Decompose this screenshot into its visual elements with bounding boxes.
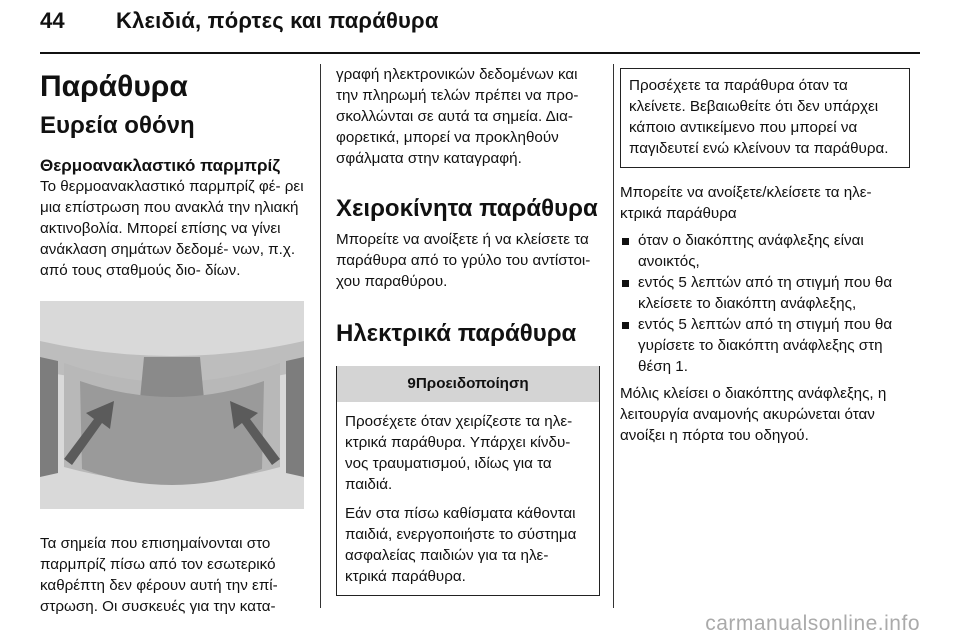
page-header bbox=[40, 8, 439, 34]
body-paragraph: Τα σημεία που επισημαίνονται στο παρμπρίζ πίσω από τον εσωτερικό καθρέπτη δεν φέρουν αυτή την επί‑ στρωση. Οι συσκευές για την κατα‑ bbox=[40, 535, 278, 615]
chapter-title: Κλειδιά, πόρτες και παράθυρα bbox=[116, 8, 439, 33]
subsection-title: Ευρεία οθόνη bbox=[40, 112, 195, 139]
list-item: όταν ο διακόπτης ανάφλεξης είναι ανοικτός, bbox=[620, 230, 910, 272]
warning-paragraph: Προσέχετε όταν χειρίζεστε τα ηλε‑ κτρικά παράθυρα. Υπάρχει κίνδυ‑ νος τραυματισμού, ιδίως για τα παιδιά. bbox=[345, 413, 573, 493]
caution-box bbox=[620, 68, 910, 168]
column-divider bbox=[613, 64, 614, 608]
windscreen-mirror-illustration bbox=[40, 301, 304, 509]
list-item: εντός 5 λεπτών από τη στιγμή που θα κλείσετε το διακόπτη ανάφλεξης, bbox=[620, 272, 910, 314]
section-title: Παράθυρα bbox=[40, 70, 188, 103]
watermark: carmanualsonline.info bbox=[705, 612, 920, 635]
column-2 bbox=[336, 64, 600, 596]
mirror-diagram bbox=[40, 301, 304, 509]
body-paragraph: Μπορείτε να ανοίξετε ή να κλείσετε τα παράθυρα από το γρύλο του αντίστοι‑ χου παραθύρου. bbox=[336, 231, 591, 290]
body-paragraph: γραφή ηλεκτρονικών δεδομένων και την πληρωμή τελών πρέπει να προ‑ σκολλώνται σε αυτά τα σημεία. Δια‑ φορετικά, μπορεί να προκληθούν σφάλματα στην καταγραφή. bbox=[336, 66, 579, 167]
warning-header bbox=[337, 366, 599, 402]
column-3 bbox=[620, 64, 910, 446]
column-1 bbox=[40, 64, 305, 617]
electric-windows-title: Ηλεκτρικά παράθυρα bbox=[336, 320, 577, 347]
page-number: 44 bbox=[40, 8, 65, 33]
body-paragraph: Μόλις κλείσει ο διακόπτης ανάφλεξης, η λειτουργία αναμονής ακυρώνεται όταν ανοίξει η πόρτα του οδηγού. bbox=[620, 385, 887, 444]
warning-body bbox=[337, 402, 599, 595]
warning-icon: 9 bbox=[407, 375, 416, 392]
conditions-list bbox=[620, 230, 910, 377]
bullet-icon bbox=[622, 322, 629, 329]
column-divider bbox=[320, 64, 321, 608]
caution-text: Προσέχετε τα παράθυρα όταν τα κλείνετε. Βεβαιωθείτε ότι δεν υπάρχει κάποιο αντικείμενο που μπορεί να παγιδευτεί ενώ κλείνουν τα παράθυρα. bbox=[629, 77, 889, 157]
list-item: εντός 5 λεπτών από τη στιγμή που θα γυρίσετε το διακόπτη ανάφλεξης στη θέση 1. bbox=[620, 314, 910, 377]
body-paragraph: Μπορείτε να ανοίξετε/κλείσετε τα ηλε‑ κτρικά παράθυρα bbox=[620, 184, 872, 222]
bullet-icon bbox=[622, 238, 629, 245]
bullet-icon bbox=[622, 280, 629, 287]
manual-windows-title: Χειροκίνητα παράθυρα bbox=[336, 195, 598, 222]
warning-box bbox=[336, 366, 600, 596]
warning-title: Προειδοποίηση bbox=[415, 375, 529, 392]
warning-paragraph: Εάν στα πίσω καθίσματα κάθονται παιδιά, ενεργοποιήστε το σύστημα ασφαλείας παιδιών για τα ηλε‑ κτρικά παράθυρα. bbox=[345, 505, 577, 585]
header-rule bbox=[40, 52, 920, 54]
topic-heading: Θερμοανακλαστικό παρμπρίζ bbox=[40, 156, 281, 175]
body-paragraph: Το θερμοανακλαστικό παρμπρίζ φέ‑ ρει μια επίστρωση που ανακλά την ηλιακή ακτινοβολία. Μπορεί επίσης να γίνει ανάκλαση σημάτων δεδομέ‑ νων, π.χ. από τους σταθμούς διο‑ δίων. bbox=[40, 178, 304, 279]
